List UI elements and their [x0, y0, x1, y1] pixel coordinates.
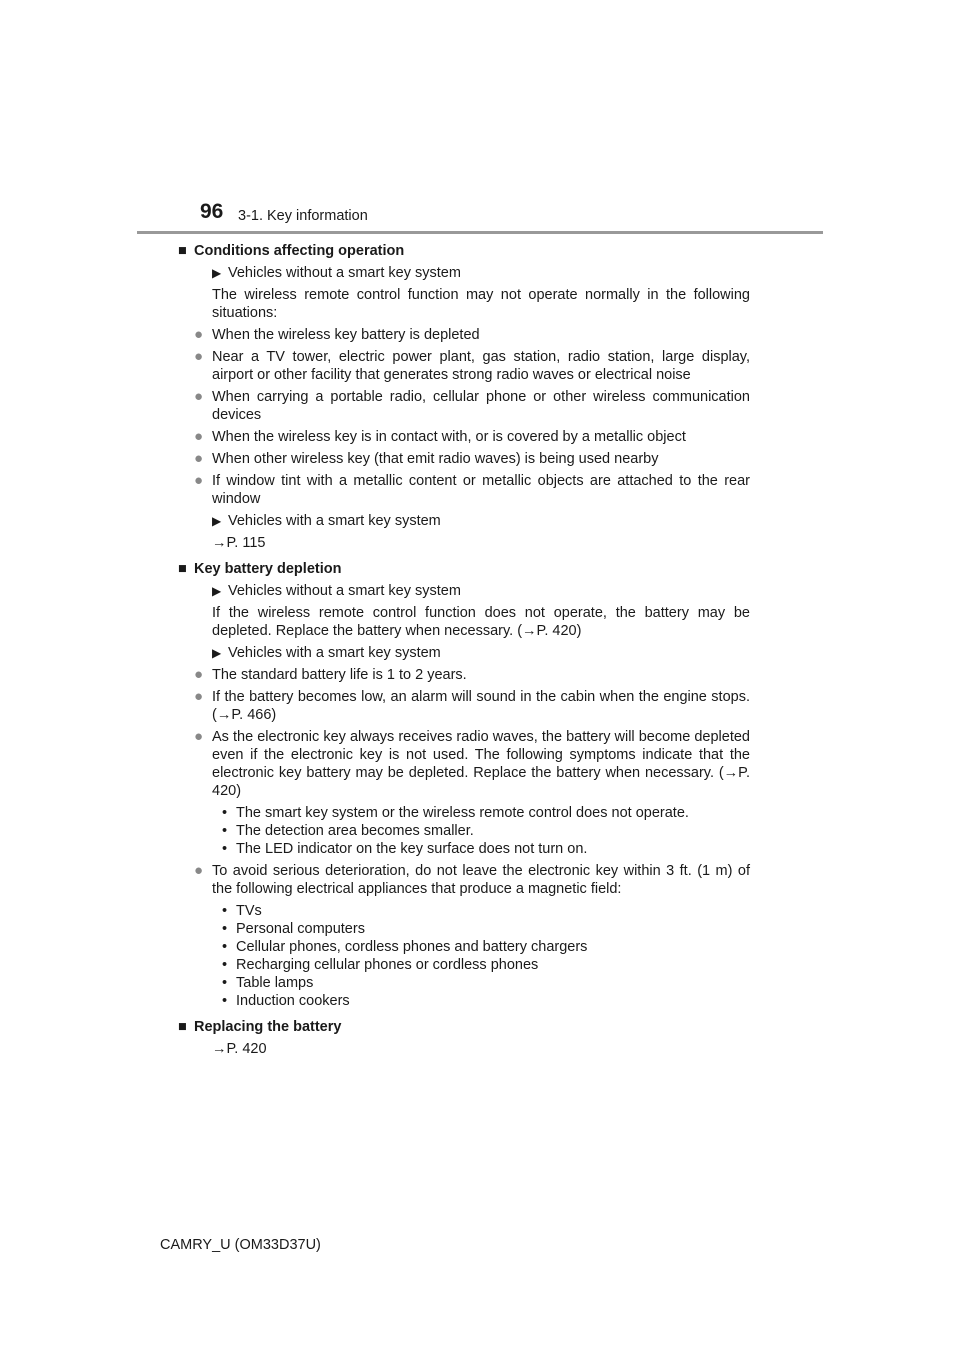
symptom-item: • The smart key system or the wireless remote control does not operate.: [222, 804, 750, 822]
circle-bullet-icon: ●: [194, 862, 204, 879]
list-item-text: When other wireless key (that emit radio waves) is being used nearby: [212, 451, 659, 467]
list-item-text: When the wireless key battery is depleted: [212, 327, 480, 343]
paragraph: The wireless remote control function may not operate normally in the following situations:: [212, 287, 750, 321]
subsection-label: [212, 512, 750, 530]
list-item-text: As the electronic key always receives radio waves, the battery will become depleted even if the electronic key is not used. The following symptoms indicate that the electronic key battery may be depleted. Replace the battery when necessary. (→P. 420): [212, 729, 750, 799]
triangle-icon: ▶: [212, 266, 222, 280]
section-battery-depletion: [178, 560, 750, 1010]
circle-bullet-icon: ●: [194, 472, 204, 489]
subsection-text: Vehicles without a smart key system: [228, 265, 461, 281]
heading-text: Replacing the battery: [194, 1019, 342, 1035]
list-item: [194, 666, 750, 684]
list-item: [194, 862, 750, 898]
appliance-item: • Table lamps: [222, 974, 750, 992]
section-conditions: [178, 242, 750, 552]
circle-bullet-icon: ●: [194, 428, 204, 445]
section-replacing-battery: [178, 1018, 750, 1058]
circle-bullet-icon: ●: [194, 450, 204, 467]
subsection-label: [212, 264, 750, 282]
page-reference: →P. 115: [212, 535, 266, 551]
list-item-text: If window tint with a metallic content or metallic objects are attached to the rear window: [212, 473, 750, 507]
section-heading: [178, 1018, 750, 1036]
list-item: [194, 388, 750, 424]
list-item-text: If the battery becomes low, an alarm will sound in the cabin when the engine stops. (→P. 466): [212, 689, 750, 723]
appliance-list: [222, 902, 750, 1010]
list-item: [194, 326, 750, 344]
square-bullet-icon: ■: [178, 561, 187, 577]
subsection-label: [212, 644, 750, 662]
circle-bullet-icon: ●: [194, 388, 204, 405]
subsection-label: [212, 582, 750, 600]
heading-text: Key battery depletion: [194, 561, 342, 577]
section-title: 3-1. Key information: [238, 208, 368, 224]
appliance-item: • Cellular phones, cordless phones and battery chargers: [222, 938, 750, 956]
list-item: [194, 728, 750, 800]
circle-bullet-icon: ●: [194, 688, 204, 705]
circle-bullet-icon: ●: [194, 666, 204, 683]
paragraph: If the wireless remote control function does not operate, the battery may be depleted. Replace the battery when necessary. (→P. 420): [212, 605, 750, 639]
list-item-text: When carrying a portable radio, cellular phone or other wireless communication devices: [212, 389, 750, 423]
square-bullet-icon: ■: [178, 243, 187, 259]
triangle-icon: ▶: [212, 584, 222, 598]
list-item: [194, 688, 750, 724]
subsection-text: Vehicles with a smart key system: [228, 645, 441, 661]
page-reference: →P. 420: [212, 1041, 267, 1057]
footer-model-code: CAMRY_U (OM33D37U): [160, 1237, 321, 1253]
appliance-item: • Induction cookers: [222, 992, 750, 1010]
heading-text: Conditions affecting operation: [194, 243, 405, 259]
subsection-text: Vehicles without a smart key system: [228, 583, 461, 599]
symptom-item: • The detection area becomes smaller.: [222, 822, 750, 840]
list-item-text: Near a TV tower, electric power plant, gas station, radio station, large display, airport or other facility that generates strong radio waves or electrical noise: [212, 349, 750, 383]
circle-bullet-icon: ●: [194, 348, 204, 365]
list-item: [194, 428, 750, 446]
list-item-text: The standard battery life is 1 to 2 years.: [212, 667, 467, 683]
symptom-item: • The LED indicator on the key surface does not turn on.: [222, 840, 750, 858]
list-item: [194, 450, 750, 468]
list-item-text: When the wireless key is in contact with, or is covered by a metallic object: [212, 429, 686, 445]
list-item: [194, 472, 750, 508]
square-bullet-icon: ■: [178, 1019, 187, 1035]
symptom-list: [222, 804, 750, 858]
appliance-item: • Personal computers: [222, 920, 750, 938]
circle-bullet-icon: ●: [194, 326, 204, 343]
header-divider: [137, 231, 823, 234]
circle-bullet-icon: ●: [194, 728, 204, 745]
triangle-icon: ▶: [212, 646, 222, 660]
list-item-text: To avoid serious deterioration, do not leave the electronic key within 3 ft. (1 m) of the following electrical appliances that produce a magnetic field:: [212, 863, 750, 897]
page-body: [178, 242, 750, 1066]
appliance-item: • Recharging cellular phones or cordless phones: [222, 956, 750, 974]
page-number: 96: [200, 200, 224, 223]
list-item: [194, 348, 750, 384]
subsection-text: Vehicles with a smart key system: [228, 513, 441, 529]
section-heading: [178, 242, 750, 260]
section-heading: [178, 560, 750, 578]
appliance-item: • TVs: [222, 902, 750, 920]
triangle-icon: ▶: [212, 514, 222, 528]
